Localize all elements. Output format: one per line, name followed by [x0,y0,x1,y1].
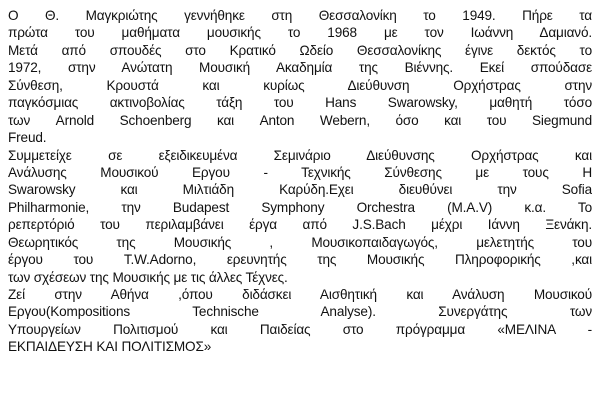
text-line: παγκόσμιας ακτινοβολίας τάξη του Hans Swarowsky, μαθητή τόσο [8,95,592,111]
text-line: ΕΚΠΑΙΔΕΥΣΗ ΚΑΙ ΠΟΛΙΤΙΣΜΟΣ» [8,339,212,355]
text-line: Μετά από σπουδές στο Κρατικό Ωδείο Θεσσαλονίκης έγινε δεκτός το [8,42,592,58]
text-line: Συμμετείχε σε εξειδικευμένα Σεμινάριο Διεύθυνσης Ορχήστρας και [8,147,592,163]
text-line: Υπουργείων Πολιτισμού και Παιδείας στο πρόγραμμα «ΜΕΛΙΝΑ - [8,321,592,337]
text-line: Θεωρητικός της Μουσικής , Μουσικοπαιδαγωγός, μελετητής του [8,234,592,250]
text-line: πρώτα του μαθήματα μουσικής το 1968 με τον Ιωάννη Δαμιανό. [8,25,592,41]
text-line: Ο Θ. Μαγκριώτης γεννήθηκε στη Θεσσαλονίκη το 1949. Πήρε τα [8,8,592,23]
text-line: των Arnold Schoenberg και Anton Webern, όσο και του Siegmund [8,112,592,128]
text-line: ρεπερτόριό του περιλαμβάνει έργα από J.S.Bach μέχρι Ιάννη Ξενάκη. [8,217,592,233]
text-line: των σχέσεων της Μουσικής με τις άλλες Τέχνες. [8,269,288,285]
text-line: Ζεί στην Αθήνα ,όπου διδάσκει Αισθητική και Ανάλυση Μουσικού [8,287,592,302]
biography-text [8,7,592,356]
text-line: Swarowsky και Μιλτιάδη Καρύδη.Εχει διευθύνει την Sofia [8,182,592,198]
text-line: Freud. [8,130,47,146]
text-line: Σύνθεση, Κρουστά και κυρίως Διεύθυνση Ορχήστρας στην [8,77,592,93]
text-line: Ανάλυσης Μουσικού Εργου - Τεχνικής Σύνθεσης με τους Η [8,164,592,180]
text-line: έργου του T.W.Adorno, ερευνητής της Μουσικής Πληροφορικής ,και [8,252,592,268]
text-line: Philharmonie, την Budapest Symphony Orchestra (M.A.V) κ.α. Το [8,199,592,215]
text-line: Εργου(Kompositions Technische Analyse). Συνεργάτης των [8,304,592,320]
text-line: 1972, στην Ανώτατη Μουσική Ακαδημία της Βιέννης. Εκεί σπούδασε [8,60,592,76]
